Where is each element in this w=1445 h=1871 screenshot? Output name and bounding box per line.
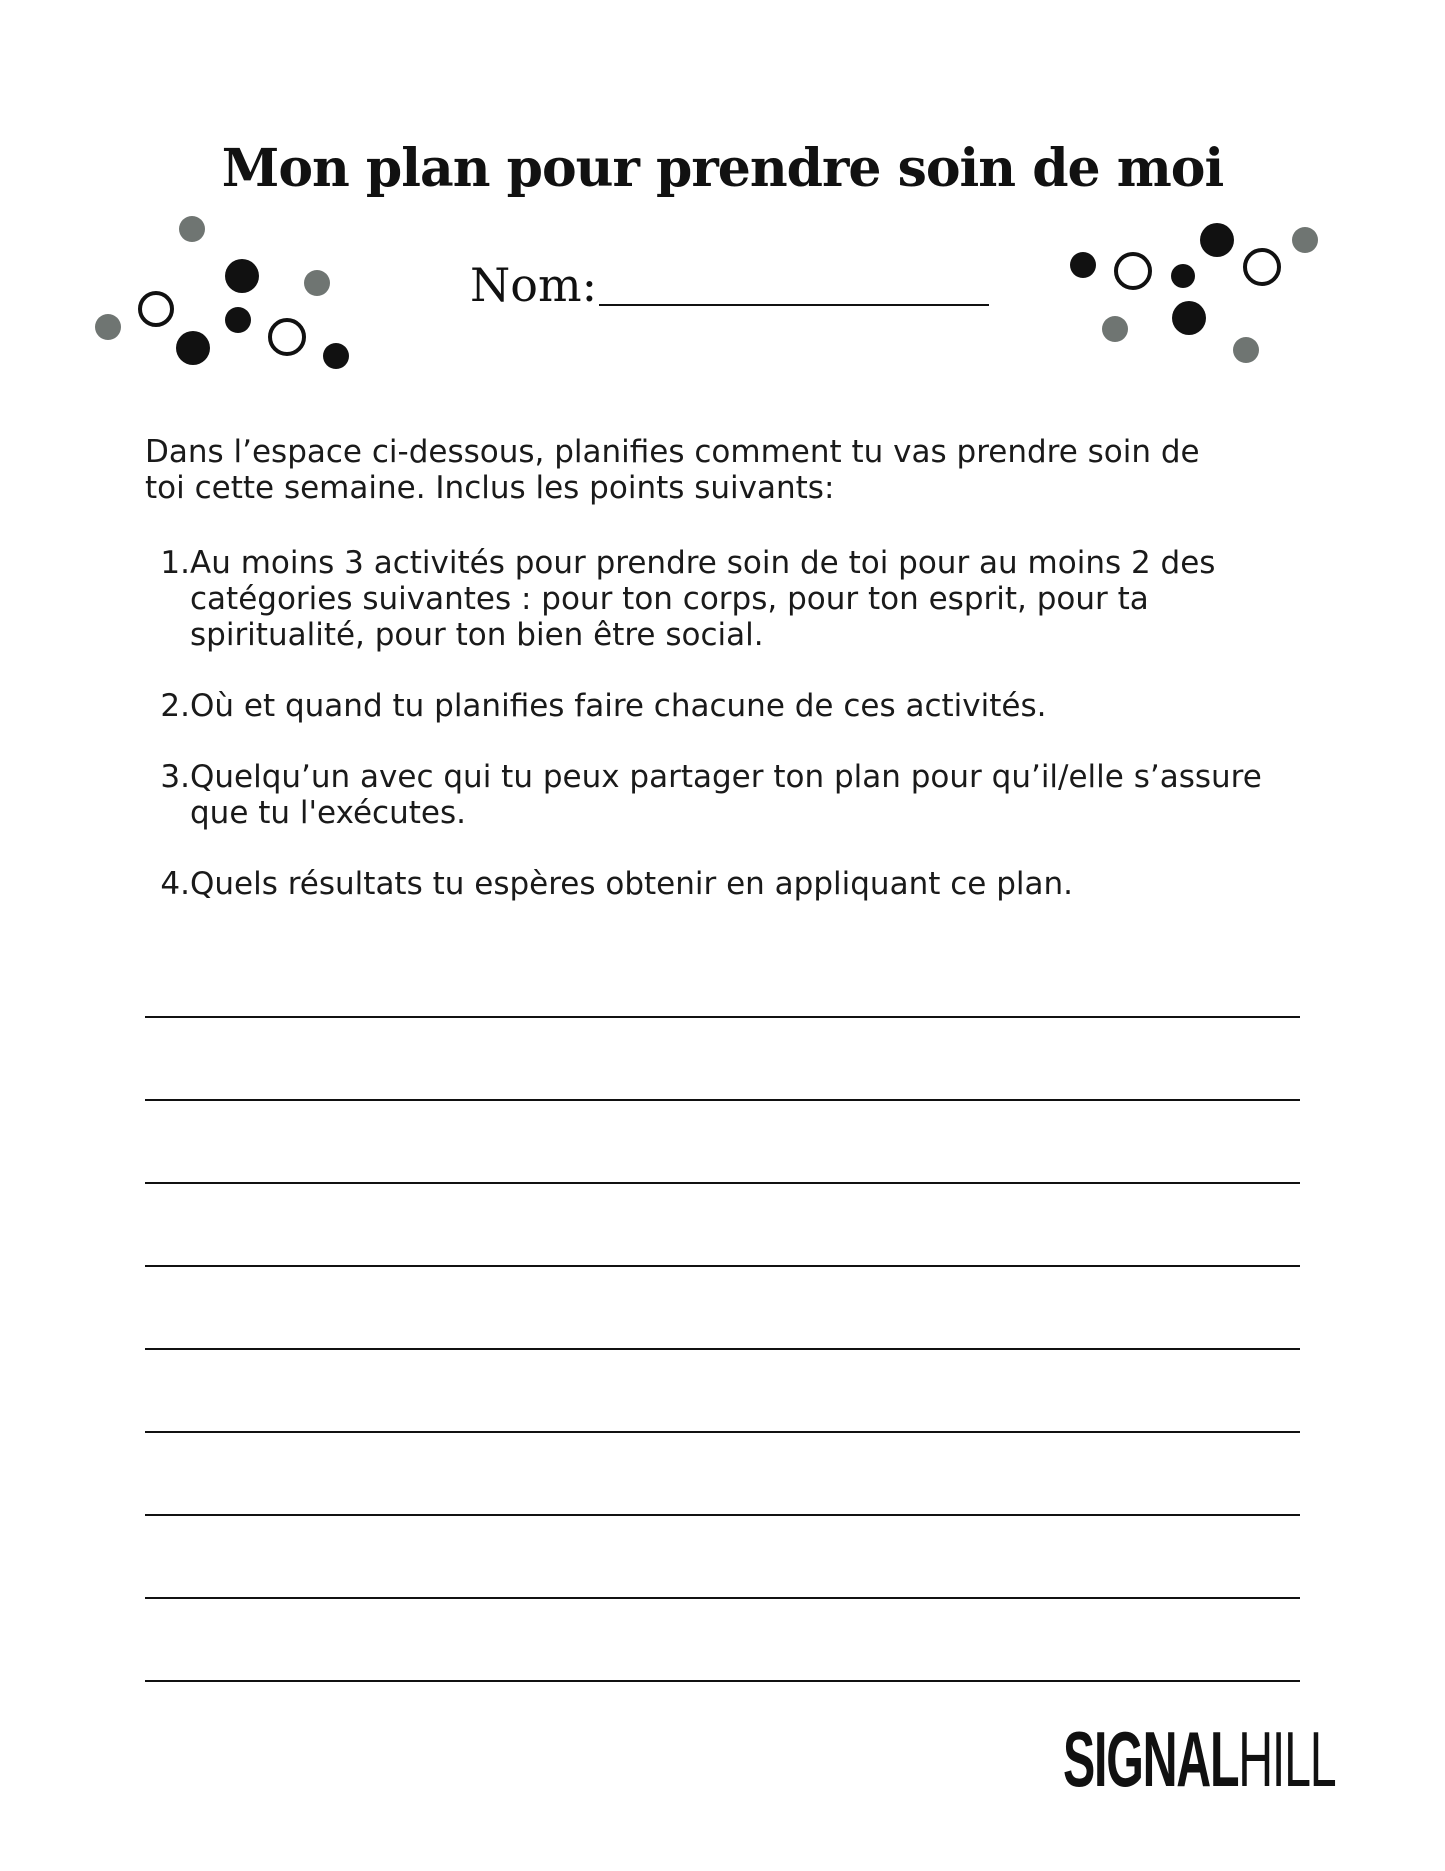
dot	[1200, 223, 1234, 257]
dot	[1070, 252, 1096, 278]
step-text: Quelqu’un avec qui tu peux partager ton plan pour qu’il/elle s’assure que tu l'exécutes.	[190, 759, 1262, 831]
step-text: Où et quand tu planifies faire chacune de ces activités.	[190, 688, 1047, 724]
step-number: 1.	[160, 545, 190, 581]
intro-text: Dans l’espace ci-dessous, planifies comment tu vas prendre soin de toi cette semaine. Inclus les points suivants:	[145, 434, 1200, 506]
writing-lines	[145, 1016, 1300, 1763]
dot	[1102, 316, 1128, 342]
writing-line[interactable]	[145, 1099, 1300, 1182]
dot	[179, 216, 205, 242]
writing-line[interactable]	[145, 1514, 1300, 1597]
step-number: 4.	[160, 866, 190, 902]
dot	[225, 307, 251, 333]
dot	[1233, 337, 1259, 363]
step-text: Au moins 3 activités pour prendre soin de toi pour au moins 2 des catégories suivantes : pour ton corps, pour ton esprit, pour ta spiritualité, pour ton bien être social.	[190, 545, 1216, 653]
dot	[95, 314, 121, 340]
writing-line[interactable]	[145, 1597, 1300, 1680]
writing-line[interactable]	[145, 1016, 1300, 1099]
signalhill-logo	[1062, 1715, 1335, 1803]
list-item	[145, 688, 1265, 724]
writing-line[interactable]	[145, 1265, 1300, 1348]
writing-line[interactable]	[145, 1431, 1300, 1514]
writing-line[interactable]	[145, 1182, 1300, 1265]
logo-part-hill: HILL	[1237, 1715, 1335, 1803]
name-row	[470, 258, 989, 312]
step-number: 3.	[160, 759, 190, 795]
steps-list	[145, 545, 1265, 937]
ring	[270, 320, 304, 354]
ring	[1245, 250, 1279, 284]
logo-part-signal: SIGNAL	[1062, 1715, 1238, 1803]
decorative-dots	[0, 0, 1445, 400]
step-number: 2.	[160, 688, 190, 724]
ring	[140, 293, 172, 325]
page-title: Mon plan pour prendre soin de moi	[221, 138, 1224, 199]
dot	[323, 343, 349, 369]
name-label: Nom:	[470, 258, 598, 312]
dot	[304, 270, 330, 296]
dot	[1172, 301, 1206, 335]
list-item	[145, 545, 1265, 653]
step-text: Quels résultats tu espères obtenir en appliquant ce plan.	[190, 866, 1073, 902]
dot	[1292, 227, 1318, 253]
dot	[1171, 264, 1195, 288]
dot	[176, 331, 210, 365]
ring	[1116, 254, 1150, 288]
list-item	[145, 759, 1265, 831]
name-field[interactable]	[599, 302, 989, 306]
dot	[225, 259, 259, 293]
writing-line[interactable]	[145, 1348, 1300, 1431]
list-item	[145, 866, 1265, 902]
